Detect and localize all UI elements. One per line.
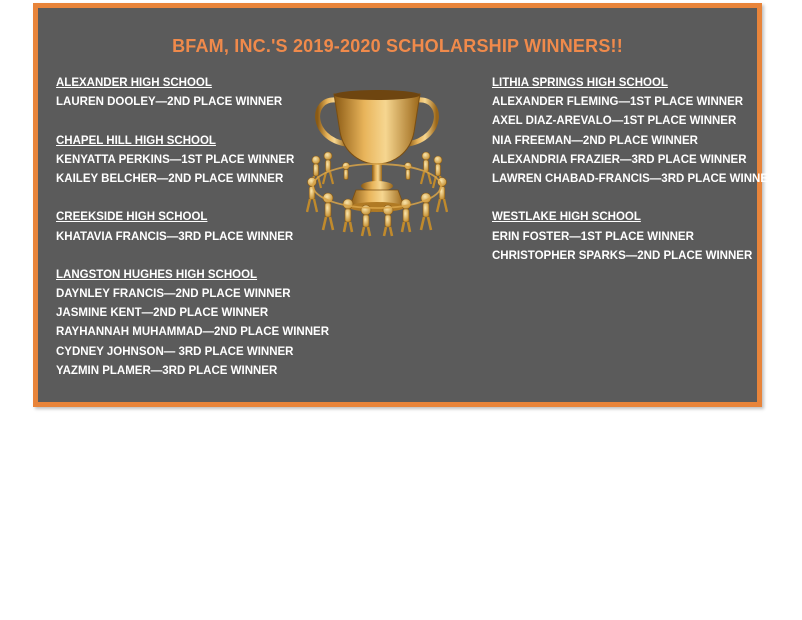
winner-entry: LAWREN CHABAD-FRANCIS—3RD PLACE WINNER (492, 172, 777, 185)
school-name: ALEXANDER HIGH SCHOOL (56, 77, 212, 89)
winner-entry: KAILEY BELCHER—2ND PLACE WINNER (56, 172, 284, 185)
school-section (56, 208, 326, 246)
school-name: CREEKSIDE HIGH SCHOOL (56, 211, 208, 224)
winner-entry: NIA FREEMAN—2ND PLACE WINNER (492, 134, 698, 147)
school-name: CHAPEL HILL HIGH SCHOOL (56, 134, 216, 147)
winner-entry: JASMINE KENT—2ND PLACE WINNER (56, 307, 269, 320)
winner-entry: CHRISTOPHER SPARKS—2ND PLACE WINNER (492, 249, 753, 262)
school-section (56, 266, 330, 381)
winner-entry: ALEXANDER FLEMING—1ST PLACE WINNER (492, 96, 744, 109)
winner-entry: RAYHANNAH MUHAMMAD—2ND PLACE WINNER (56, 326, 330, 339)
winner-entry: ALEXANDRIA FRAZIER—3RD PLACE WINNER (492, 153, 747, 166)
winner-entry: KENYATTA PERKINS—1ST PLACE WINNER (56, 153, 295, 166)
page-title: BFAM, INC.'S 2019-2020 SCHOLARSHIP WINNERS!! (172, 36, 623, 56)
winner-entry: DAYNLEY FRANCIS—2ND PLACE WINNER (56, 288, 291, 301)
left-column (56, 74, 330, 381)
winner-entry: ERIN FOSTER—1ST PLACE WINNER (492, 230, 694, 243)
right-column (492, 74, 777, 266)
scholarship-board (33, 3, 777, 407)
winner-entry: LAUREN DOOLEY—2ND PLACE WINNER (56, 96, 283, 109)
school-section (492, 74, 777, 189)
school-section (56, 74, 326, 112)
winner-entry: AXEL DIAZ-AREVALO—1ST PLACE WINNER (492, 115, 737, 128)
school-section (56, 132, 326, 190)
school-section (492, 208, 762, 266)
school-name: WESTLAKE HIGH SCHOOL (492, 211, 641, 224)
school-name: LITHIA SPRINGS HIGH SCHOOL (492, 77, 668, 89)
winner-entry: CYDNEY JOHNSON— 3RD PLACE WINNER (56, 345, 294, 358)
winner-entry: KHATAVIA FRANCIS—3RD PLACE WINNER (56, 230, 294, 243)
winner-entry: YAZMIN PLAMER—3RD PLACE WINNER (56, 364, 278, 377)
school-name: LANGSTON HUGHES HIGH SCHOOL (56, 268, 258, 281)
trophy-with-figures-icon (306, 86, 448, 238)
